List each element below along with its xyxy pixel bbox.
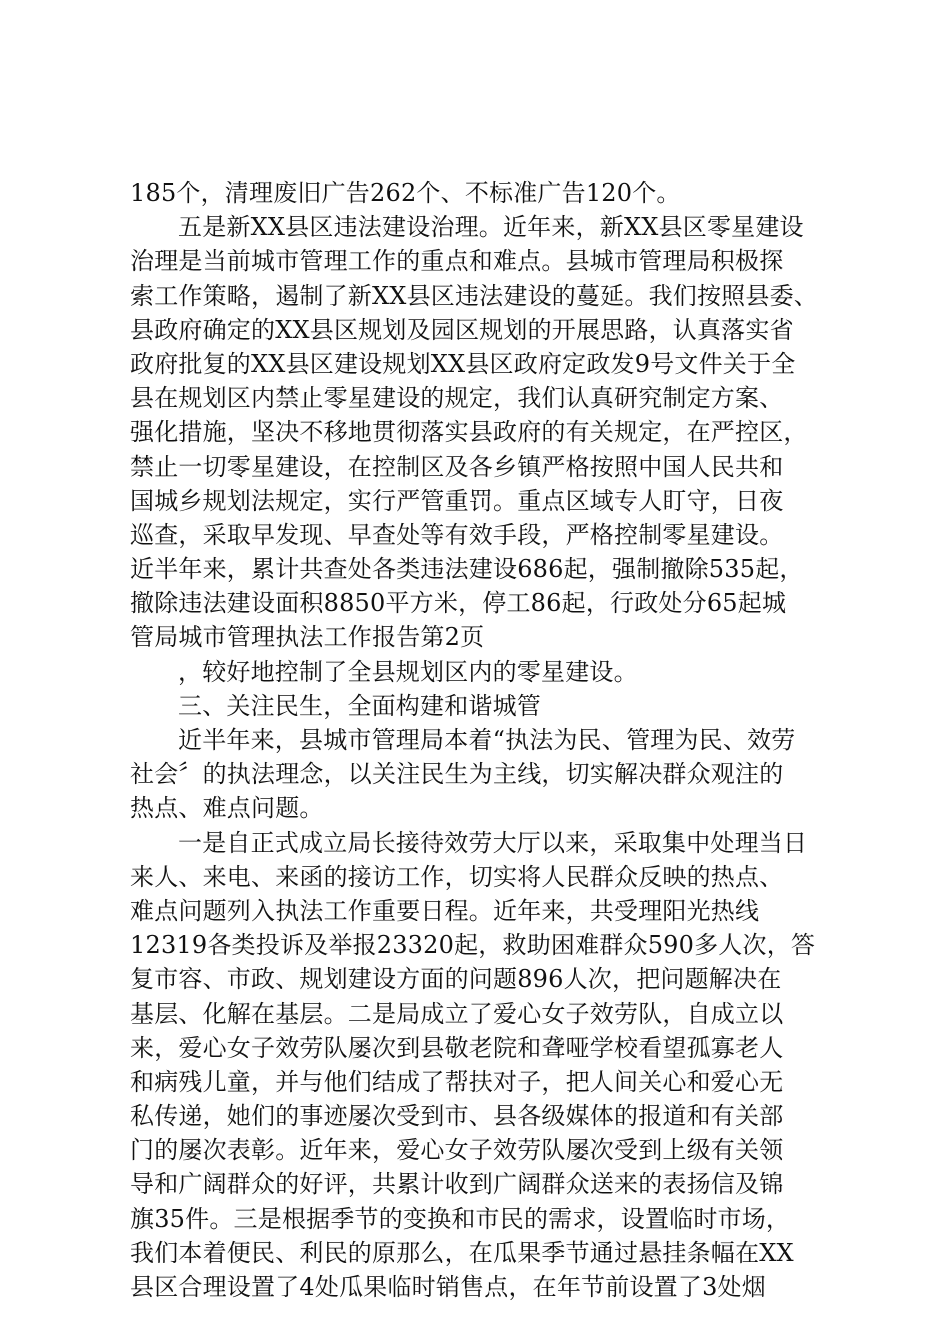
text-line: 导和广阔群众的好评，共累计收到广阔群众送来的表扬信及锦 (130, 1170, 784, 1199)
text-line: 来，爱心女子效劳队屡次到县敬老院和聋哑学校看望孤寡老人 (130, 1033, 784, 1062)
text-line: 县政府确定的XX县区规划及园区规划的开展思路，认真落实省 (130, 315, 794, 344)
text-line: 我们本着便民、利民的原那么，在瓜果季节通过悬挂条幅在XX (130, 1238, 794, 1267)
text-line: 县区合理设置了4处瓜果临时销售点，在年节前设置了3处烟 (130, 1273, 766, 1301)
text-line: 来人、来电、来函的接访工作，切实将人民群众反映的热点、 (130, 862, 784, 891)
text-line: 近半年来，累计共查处各类违法建设686起，强制撤除535起， (130, 555, 804, 584)
text-line: 索工作策略，遏制了新XX县区违法建设的蔓延。我们按照县委、 (130, 281, 818, 310)
text-line: 巡查，采取早发现、早查处等有效手段，严格控制零星建设。 (130, 520, 784, 549)
text-line: 基层、化解在基层。二是局成立了爱心女子效劳队，自成立以 (130, 999, 784, 1028)
text-line: 五是新XX县区违法建设治理。近年来，新XX县区零星建设 (178, 213, 804, 242)
text-line: 近半年来，县城市管理局本着“执法为民、管理为民、效劳 (178, 726, 796, 754)
text-line: 185个，清理废旧广告262个、不标准广告120个。 (130, 179, 681, 207)
text-line: 禁止一切零星建设，在控制区及各乡镇严格按照中国人民共和 (130, 452, 784, 481)
text-line: 三、关注民生，全面构建和谐城管 (178, 691, 541, 720)
text-line: 热点、难点问题。 (130, 794, 324, 823)
text-line: 强化措施，坚决不移地贯彻落实县政府的有关规定，在严控区， (130, 418, 808, 447)
text-line: 复市容、市政、规划建设方面的问题896人次，把问题解决在 (130, 965, 782, 994)
document-body (130, 176, 830, 1304)
text-line: 管局城市管理执法工作报告第2页 (130, 623, 485, 652)
text-line: 门的屡次表彰。近年来，爱心女子效劳队屡次受到上级有关领 (130, 1136, 784, 1165)
text-line: 一是自正式成立局长接待效劳大厅以来，采取集中处理当日 (178, 828, 808, 857)
text-line: 县在规划区内禁止零星建设的规定，我们认真研究制定方案、 (130, 384, 784, 413)
text-line: 政府批复的XX县区建设规划XX县区政府定政发9号文件关于全 (130, 349, 796, 378)
text-line: 治理是当前城市管理工作的重点和难点。县城市管理局积极探 (130, 247, 784, 276)
text-line: ，较好地控制了全县规划区内的零星建设。 (178, 657, 638, 686)
text-line: 国城乡规划法规定，实行严管重罚。重点区域专人盯守，日夜 (130, 486, 784, 515)
text-line: 12319各类投诉及举报23320起，救助困难群众590多人次，答 (130, 931, 816, 960)
text-line: 旗35件。三是根据季节的变换和市民的需求，设置临时市场， (130, 1204, 791, 1233)
text-line: 社会〞的执法理念，以关注民生为主线，切实解决群众观注的 (130, 760, 784, 789)
text-line: 私传递，她们的事迹屡次受到市、县各级媒体的报道和有关部 (130, 1102, 784, 1131)
text-line: 和病残儿童，并与他们结成了帮扶对子，把人间关心和爱心无 (130, 1067, 784, 1096)
text-line: 撤除违法建设面积8850平方米，停工86起，行政处分65起城 (130, 589, 787, 618)
text-line: 难点问题列入执法工作重要日程。近年来，共受理阳光热线 (130, 896, 760, 925)
